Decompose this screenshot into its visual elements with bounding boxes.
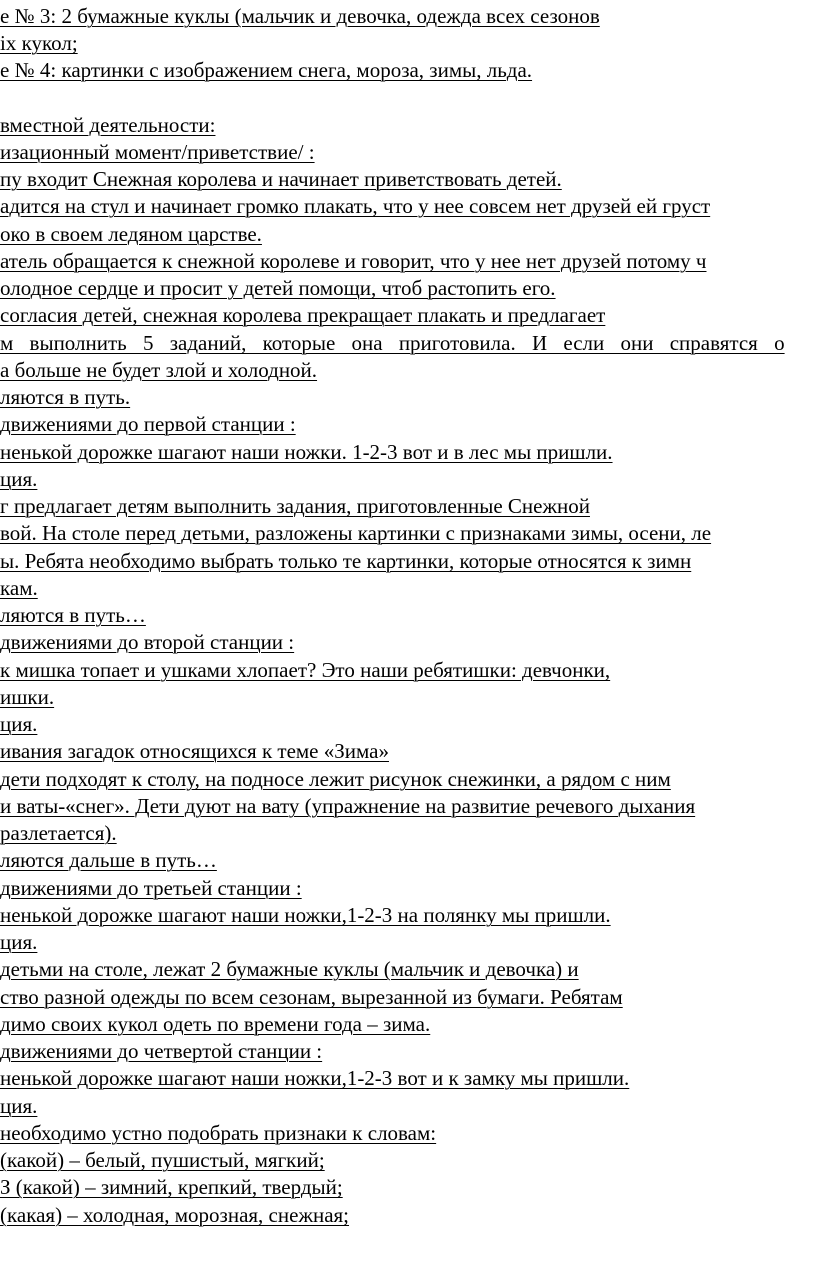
text-line: З (какой) – зимний, крепкий, твердый; bbox=[0, 1175, 343, 1199]
text-line: движениями до четвертой станции : bbox=[0, 1039, 323, 1063]
text-line: ция. bbox=[0, 712, 38, 736]
text-line: разлетается). bbox=[0, 821, 117, 845]
text-line: движениями до второй станции : bbox=[0, 630, 295, 654]
text-line: необходимо устно подобрать признаки к словам: bbox=[0, 1121, 437, 1145]
text-line: адится на стул и начинает громко плакать, что у нее совсем нет друзей ей груст bbox=[0, 194, 711, 218]
text-line: изационный момент/приветствие/ : bbox=[0, 140, 315, 164]
text-line: пу входит Снежная королева и начинает приветствовать детей. bbox=[0, 167, 562, 191]
text-line: согласия детей, снежная королева прекращает плакать и предлагает bbox=[0, 303, 606, 327]
text-line: іх кукол; bbox=[0, 31, 78, 55]
text-line: ишки. bbox=[0, 685, 55, 709]
text-line: дети подходят к столу, на подносе лежит рисунок снежинки, а рядом с ним bbox=[0, 767, 671, 791]
text-line: ция. bbox=[0, 467, 38, 491]
text-line: кам. bbox=[0, 576, 38, 600]
text-line: олодное сердце и просит у детей помощи, чтоб растопить его. bbox=[0, 276, 556, 300]
text-line: движениями до третьей станции : bbox=[0, 876, 302, 900]
text-line: вместной деятельности: bbox=[0, 113, 216, 137]
text-line: ненькой дорожке шагают наши ножки,1-2-3 на полянку мы пришли. bbox=[0, 903, 611, 927]
text-line: детьми на столе, лежат 2 бумажные куклы (мальчик и девочка) и bbox=[0, 957, 579, 981]
text-line: димо своих кукол одеть по времени года – зима. bbox=[0, 1012, 431, 1036]
text-line: ненькой дорожке шагают наши ножки. 1-2-3 вот и в лес мы пришли. bbox=[0, 440, 613, 464]
text-line: г предлагает детям выполнить задания, приготовленные Снежной bbox=[0, 494, 590, 518]
text-line: вой. На столе перед детьми, разложены картинки с признаками зимы, осени, ле bbox=[0, 521, 712, 545]
text-line: к мишка топает и ушками хлопает? Это наши ребятишки: девчонки, bbox=[0, 658, 611, 682]
text-line: ляются дальше в путь… bbox=[0, 848, 217, 872]
text-line: (какая) – холодная, морозная, снежная; bbox=[0, 1203, 350, 1227]
text-line: движениями до первой станции : bbox=[0, 412, 296, 436]
text-line: ляются в путь. bbox=[0, 385, 131, 409]
text-line: ненькой дорожке шагают наши ножки,1-2-3 вот и к замку мы пришли. bbox=[0, 1066, 630, 1090]
text-line: м выполнить 5 заданий, которые она приготовила. И если они справятся о bbox=[0, 331, 785, 355]
text-line: (какой) – белый, пушистый, мягкий; bbox=[0, 1148, 325, 1172]
text-line: око в своем ледяном царстве. bbox=[0, 222, 262, 246]
text-line: е № 4: картинки с изображением снега, мороза, зимы, льда. bbox=[0, 58, 533, 82]
text-line: ивания загадок относящихся к теме «Зима» bbox=[0, 739, 389, 763]
text-line: ляются в путь… bbox=[0, 603, 146, 627]
text-line: ы. Ребята необходимо выбрать только те картинки, которые относятся к зимн bbox=[0, 549, 692, 573]
text-line: ство разной одежды по всем сезонам, вырезанной из бумаги. Ребятам bbox=[0, 985, 623, 1009]
text-line: е № 3: 2 бумажные куклы (мальчик и девочка, одежда всех сезонов bbox=[0, 4, 600, 28]
text-line: и ваты-«снег». Дети дуют на вату (упражнение на развитие речевого дыхания bbox=[0, 794, 696, 818]
text-line: ция. bbox=[0, 1094, 38, 1118]
text-line: атель обращается к снежной королеве и говорит, что у нее нет друзей потому ч bbox=[0, 249, 707, 273]
text-line: ция. bbox=[0, 930, 38, 954]
text-line: а больше не будет злой и холодной. bbox=[0, 358, 318, 382]
